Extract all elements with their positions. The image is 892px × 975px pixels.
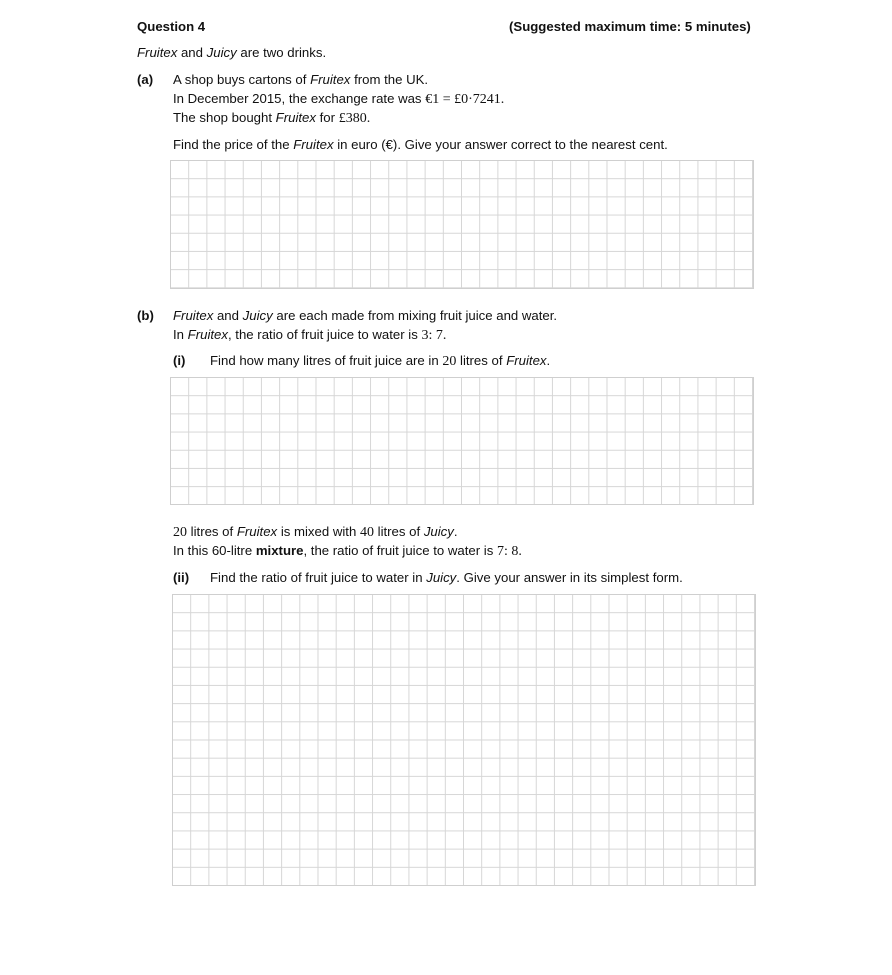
question-title: Question 4	[137, 19, 206, 34]
mixture-line-1: 20 litres of Fruitex is mixed with 40 litres of Juicy.	[173, 524, 458, 540]
part-a-line-1: A shop buys cartons of Fruitex from the UK.	[173, 72, 429, 87]
part-b-label: (b)	[137, 308, 154, 323]
answer-grid-b-ii[interactable]	[172, 594, 756, 886]
mixture-line-2: In this 60-litre mixture, the ratio of fruit juice to water is 7: 8.	[173, 543, 522, 559]
part-b-line-2: In Fruitex, the ratio of fruit juice to water is 3: 7.	[173, 327, 447, 343]
part-a-line-2: In December 2015, the exchange rate was €1 = £0·7241.	[173, 91, 505, 107]
part-a-label: (a)	[137, 72, 154, 87]
intro-text: Fruitex and Juicy are two drinks.	[137, 45, 327, 60]
part-a-question: Find the price of the Fruitex in euro (€). Give your answer correct to the nearest cent.	[173, 137, 668, 152]
part-b-i-label: (i)	[173, 353, 186, 368]
part-b-i-question: Find how many litres of fruit juice are in 20 litres of Fruitex.	[210, 353, 551, 369]
part-b-line-1: Fruitex and Juicy are each made from mixing fruit juice and water.	[173, 308, 558, 323]
part-a-line-3: The shop bought Fruitex for £380.	[173, 110, 371, 126]
part-b-ii-question: Find the ratio of fruit juice to water in Juicy. Give your answer in its simplest form.	[210, 570, 683, 585]
suggested-time: (Suggested maximum time: 5 minutes)	[509, 19, 751, 34]
answer-grid-a[interactable]	[170, 160, 754, 289]
answer-grid-b-i[interactable]	[170, 377, 754, 505]
part-b-ii-label: (ii)	[173, 570, 190, 585]
